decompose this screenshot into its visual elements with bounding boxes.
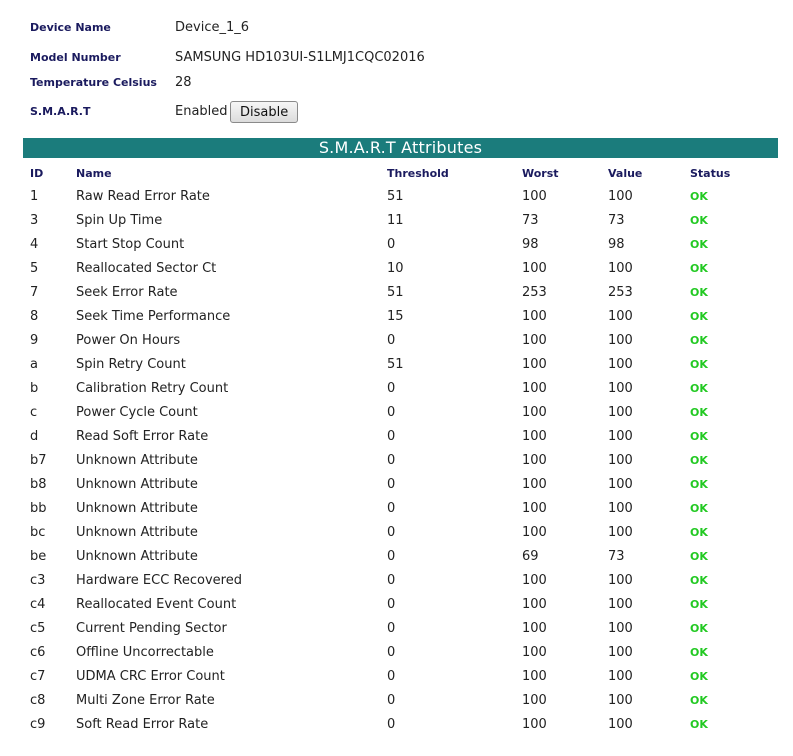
cell-id: b [30,381,39,396]
cell-status: OK [690,598,708,611]
cell-worst: 100 [522,261,547,276]
cell-id: bb [30,501,47,516]
cell-threshold: 0 [387,693,396,708]
cell-worst: 100 [522,333,547,348]
cell-id: 1 [30,189,39,204]
cell-value: 100 [608,693,633,708]
cell-worst: 100 [522,669,547,684]
cell-name: Start Stop Count [76,237,185,252]
table-header-row [0,163,793,185]
cell-status: OK [690,406,708,419]
cell-threshold: 0 [387,333,396,348]
cell-status: OK [690,502,708,515]
cell-name: Raw Read Error Rate [76,189,210,204]
cell-id: b8 [30,477,47,492]
cell-threshold: 0 [387,477,396,492]
cell-name: Power On Hours [76,333,181,348]
temperature-label: Temperature Celsius [30,76,157,89]
cell-threshold: 15 [387,309,404,324]
cell-id: b7 [30,453,47,468]
cell-worst: 100 [522,501,547,516]
cell-threshold: 10 [387,261,404,276]
cell-value: 73 [608,549,625,564]
cell-status: OK [690,310,708,323]
cell-value: 100 [608,669,633,684]
cell-name: Unknown Attribute [76,501,198,516]
table-row [0,713,793,737]
cell-worst: 100 [522,621,547,636]
cell-id: bc [30,525,46,540]
cell-id: c6 [30,645,46,660]
cell-status: OK [690,478,708,491]
cell-name: Seek Error Rate [76,285,178,300]
cell-value: 100 [608,357,633,372]
table-row [0,209,793,233]
smart-status-value: Enabled [175,104,228,119]
table-row [0,377,793,401]
cell-value: 100 [608,477,633,492]
cell-name: Hardware ECC Recovered [76,573,242,588]
cell-value: 100 [608,453,633,468]
cell-value: 100 [608,621,633,636]
smart-attributes-header: S.M.A.R.T Attributes [23,138,778,158]
cell-status: OK [690,574,708,587]
table-row [0,473,793,497]
cell-value: 100 [608,645,633,660]
cell-threshold: 0 [387,429,396,444]
cell-id: c9 [30,717,46,732]
cell-threshold: 51 [387,189,404,204]
cell-value: 98 [608,237,625,252]
cell-value: 100 [608,261,633,276]
column-header-threshold: Threshold [387,167,449,180]
cell-name: Spin Up Time [76,213,163,228]
cell-threshold: 11 [387,213,404,228]
cell-status: OK [690,454,708,467]
cell-worst: 69 [522,549,539,564]
column-header-name: Name [76,167,112,180]
cell-id: c5 [30,621,46,636]
cell-id: c8 [30,693,46,708]
cell-name: Current Pending Sector [76,621,227,636]
column-header-value: Value [608,167,643,180]
smart-attributes-table [0,163,793,737]
cell-name: Power Cycle Count [76,405,198,420]
cell-worst: 100 [522,309,547,324]
cell-name: Seek Time Performance [76,309,231,324]
cell-name: Reallocated Sector Ct [76,261,217,276]
model-number-value: SAMSUNG HD103UI-S1LMJ1CQC02016 [175,50,425,65]
cell-name: Calibration Retry Count [76,381,229,396]
table-row [0,233,793,257]
cell-value: 100 [608,309,633,324]
cell-threshold: 51 [387,357,404,372]
cell-value: 73 [608,213,625,228]
cell-worst: 100 [522,573,547,588]
cell-worst: 253 [522,285,547,300]
cell-value: 100 [608,717,633,732]
table-row [0,401,793,425]
table-row [0,353,793,377]
cell-worst: 100 [522,189,547,204]
cell-status: OK [690,694,708,707]
cell-threshold: 0 [387,405,396,420]
cell-name: UDMA CRC Error Count [76,669,225,684]
cell-threshold: 0 [387,669,396,684]
temperature-row [30,73,430,93]
cell-id: be [30,549,47,564]
cell-threshold: 0 [387,597,396,612]
cell-value: 100 [608,189,633,204]
cell-threshold: 0 [387,645,396,660]
cell-value: 100 [608,501,633,516]
cell-worst: 100 [522,597,547,612]
cell-status: OK [690,262,708,275]
cell-worst: 100 [522,717,547,732]
smart-label: S.M.A.R.T [30,105,91,118]
cell-id: d [30,429,39,444]
device-name-value: Device_1_6 [175,20,250,35]
table-row [0,689,793,713]
cell-worst: 100 [522,453,547,468]
cell-worst: 98 [522,237,539,252]
cell-value: 100 [608,597,633,612]
cell-value: 100 [608,405,633,420]
table-row [0,665,793,689]
model-number-row [30,48,430,68]
cell-worst: 100 [522,381,547,396]
cell-id: c [30,405,38,420]
cell-value: 100 [608,573,633,588]
cell-worst: 100 [522,429,547,444]
cell-status: OK [690,526,708,539]
cell-threshold: 0 [387,717,396,732]
model-number-label: Model Number [30,51,121,64]
cell-status: OK [690,238,708,251]
cell-value: 100 [608,429,633,444]
temperature-value: 28 [175,75,192,90]
cell-worst: 73 [522,213,539,228]
cell-threshold: 0 [387,237,396,252]
cell-value: 100 [608,333,633,348]
cell-status: OK [690,382,708,395]
cell-status: OK [690,550,708,563]
column-header-status: Status [690,167,731,180]
cell-name: Multi Zone Error Rate [76,693,215,708]
cell-name: Spin Retry Count [76,357,186,372]
cell-id: 4 [30,237,39,252]
cell-status: OK [690,334,708,347]
cell-threshold: 0 [387,381,396,396]
cell-status: OK [690,286,708,299]
cell-status: OK [690,358,708,371]
smart-row [30,102,430,122]
table-row [0,449,793,473]
table-row [0,257,793,281]
cell-threshold: 0 [387,453,396,468]
cell-threshold: 0 [387,549,396,564]
cell-id: 7 [30,285,39,300]
cell-worst: 100 [522,357,547,372]
cell-threshold: 51 [387,285,404,300]
cell-status: OK [690,670,708,683]
cell-id: c7 [30,669,46,684]
cell-threshold: 0 [387,621,396,636]
cell-status: OK [690,214,708,227]
cell-threshold: 0 [387,501,396,516]
cell-id: c3 [30,573,46,588]
cell-worst: 100 [522,405,547,420]
cell-value: 100 [608,525,633,540]
cell-threshold: 0 [387,573,396,588]
device-name-row [30,18,430,38]
cell-worst: 100 [522,693,547,708]
cell-worst: 100 [522,477,547,492]
table-row [0,425,793,449]
table-row [0,329,793,353]
cell-name: Unknown Attribute [76,477,198,492]
table-row [0,185,793,209]
table-row [0,521,793,545]
cell-name: Unknown Attribute [76,453,198,468]
cell-status: OK [690,622,708,635]
cell-threshold: 0 [387,525,396,540]
cell-worst: 100 [522,525,547,540]
cell-id: a [30,357,38,372]
table-row [0,569,793,593]
cell-worst: 100 [522,645,547,660]
cell-status: OK [690,718,708,731]
cell-status: OK [690,646,708,659]
device-name-label: Device Name [30,21,111,34]
disable-smart-button[interactable]: Disable [230,101,298,123]
cell-name: Unknown Attribute [76,549,198,564]
column-header-worst: Worst [522,167,559,180]
cell-status: OK [690,430,708,443]
cell-id: 8 [30,309,39,324]
cell-id: 9 [30,333,39,348]
column-header-id: ID [30,167,44,180]
cell-name: Unknown Attribute [76,525,198,540]
cell-value: 253 [608,285,633,300]
cell-id: 5 [30,261,39,276]
cell-name: Soft Read Error Rate [76,717,209,732]
cell-name: Offline Uncorrectable [76,645,214,660]
cell-id: c4 [30,597,46,612]
table-row [0,305,793,329]
cell-id: 3 [30,213,39,228]
cell-status: OK [690,190,708,203]
table-row [0,545,793,569]
table-row [0,281,793,305]
cell-name: Read Soft Error Rate [76,429,209,444]
table-row [0,617,793,641]
cell-name: Reallocated Event Count [76,597,237,612]
table-row [0,593,793,617]
table-row [0,641,793,665]
table-row [0,497,793,521]
cell-value: 100 [608,381,633,396]
